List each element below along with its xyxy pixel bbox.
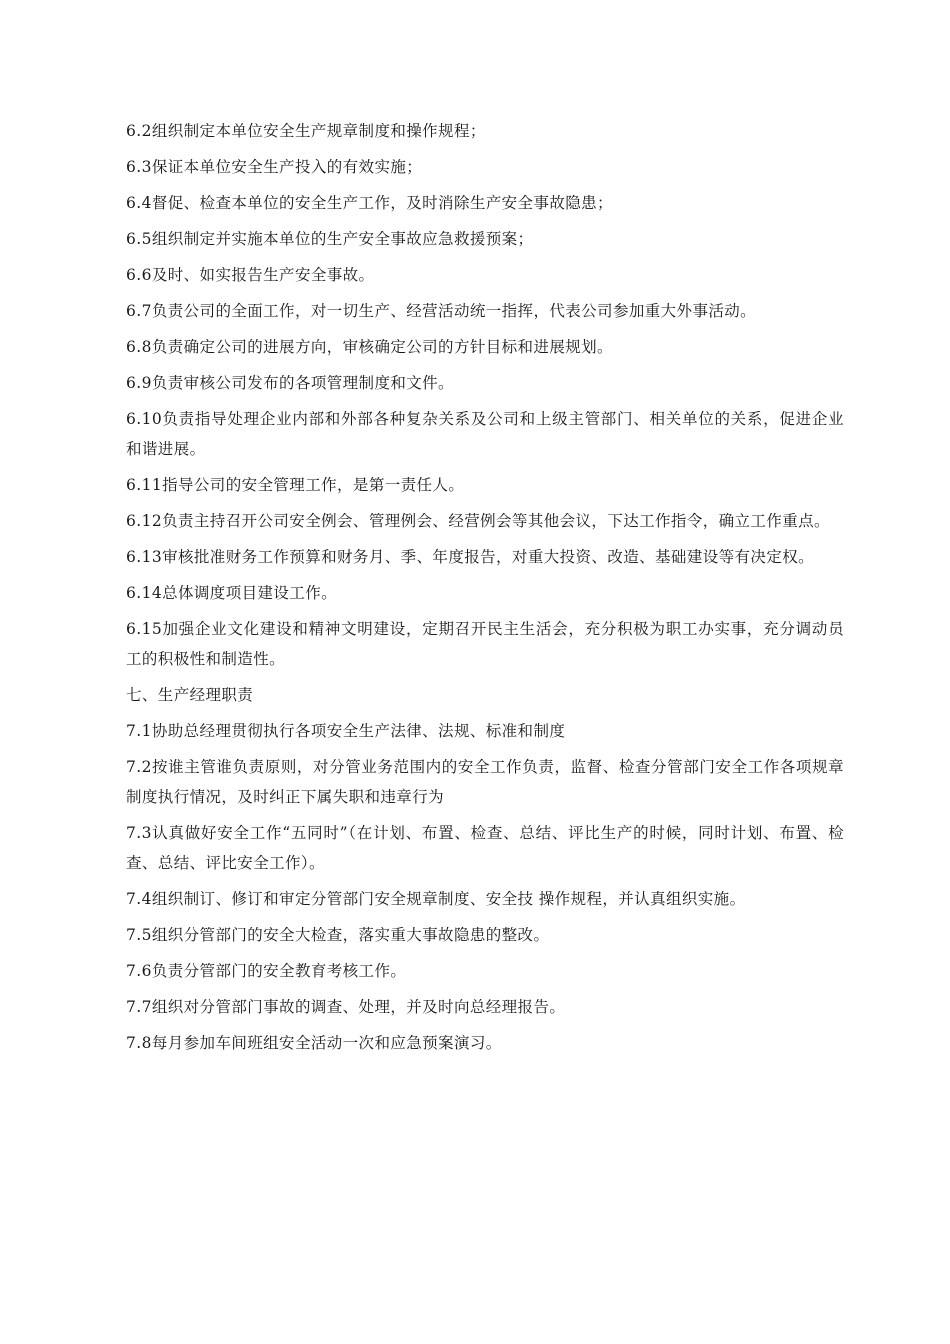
paragraph-7-5: 7.5组织分管部门的安全大检查，落实重大事故隐患的整改。 [126,926,550,944]
paragraph-6-3: 6.3保证本单位安全生产投入的有效实施； [126,158,423,176]
paragraph-6-5: 6.5组织制定并实施本单位的生产安全事故应急救援预案； [126,230,534,248]
paragraph-6-2: 6.2组织制定本单位安全生产规章制度和操作规程； [126,122,486,140]
paragraph-6-12: 6.12负责主持召开公司安全例会、管理例会、经营例会等其他会议，下达工作指令，确立工作重点。 [126,512,830,530]
paragraph-6-6: 6.6及时、如实报告生产安全事故。 [126,266,375,284]
paragraph-6-15: 6.15加强企业文化建设和精神文明建设，定期召开民主生活会，充分积极为职工办实事，充分调动员工的积极性和制造性。 [126,620,844,668]
section-heading-7: 七、生产经理职责 [126,686,254,704]
paragraph-7-4: 7.4组织制订、修订和审定分管部门安全规章制度、安全技 操作规程，并认真组织实施。 [126,890,746,908]
paragraph-6-13: 6.13审核批准财务工作预算和财务月、季、年度报告，对重大投资、改造、基础建设等有决定权。 [126,548,815,566]
paragraph-7-2: 7.2按谁主管谁负责原则，对分管业务范围内的安全工作负责，监督、检查分管部门安全工作各项规章制度执行情况，及时纠正下属失职和违章行为 [126,758,844,806]
paragraph-6-8: 6.8负责确定公司的进展方向，审核确定公司的方针目标和进展规划。 [126,338,613,356]
paragraph-6-14: 6.14总体调度项目建设工作。 [126,584,338,602]
document-body [126,116,844,1064]
paragraph-6-9: 6.9负责审核公司发布的各项管理制度和文件。 [126,374,454,392]
paragraph-6-11: 6.11指导公司的安全管理工作，是第一责任人。 [126,476,465,494]
paragraph-7-8: 7.8每月参加车间班组安全活动一次和应急预案演习。 [126,1034,502,1052]
paragraph-7-3: 7.3认真做好安全工作“五同时”（在计划、布置、检查、总结、评比生产的时候，同时计划、布置、检查、总结、评比安全工作）。 [126,824,844,872]
paragraph-7-6: 7.6负责分管部门的安全教育考核工作。 [126,962,407,980]
paragraph-7-1: 7.1协助总经理贯彻执行各项安全生产法律、法规、标准和制度 [126,722,566,740]
paragraph-6-4: 6.4督促、检查本单位的安全生产工作，及时消除生产安全事故隐患； [126,194,613,212]
paragraph-6-7: 6.7负责公司的全面工作，对一切生产、经营活动统一指挥，代表公司参加重大外事活动。 [126,302,757,320]
paragraph-7-7: 7.7组织对分管部门事故的调查、处理，并及时向总经理报告。 [126,998,566,1016]
paragraph-6-10: 6.10负责指导处理企业内部和外部各种复杂关系及公司和上级主管部门、相关单位的关系，促进企业和谐进展。 [126,410,844,458]
